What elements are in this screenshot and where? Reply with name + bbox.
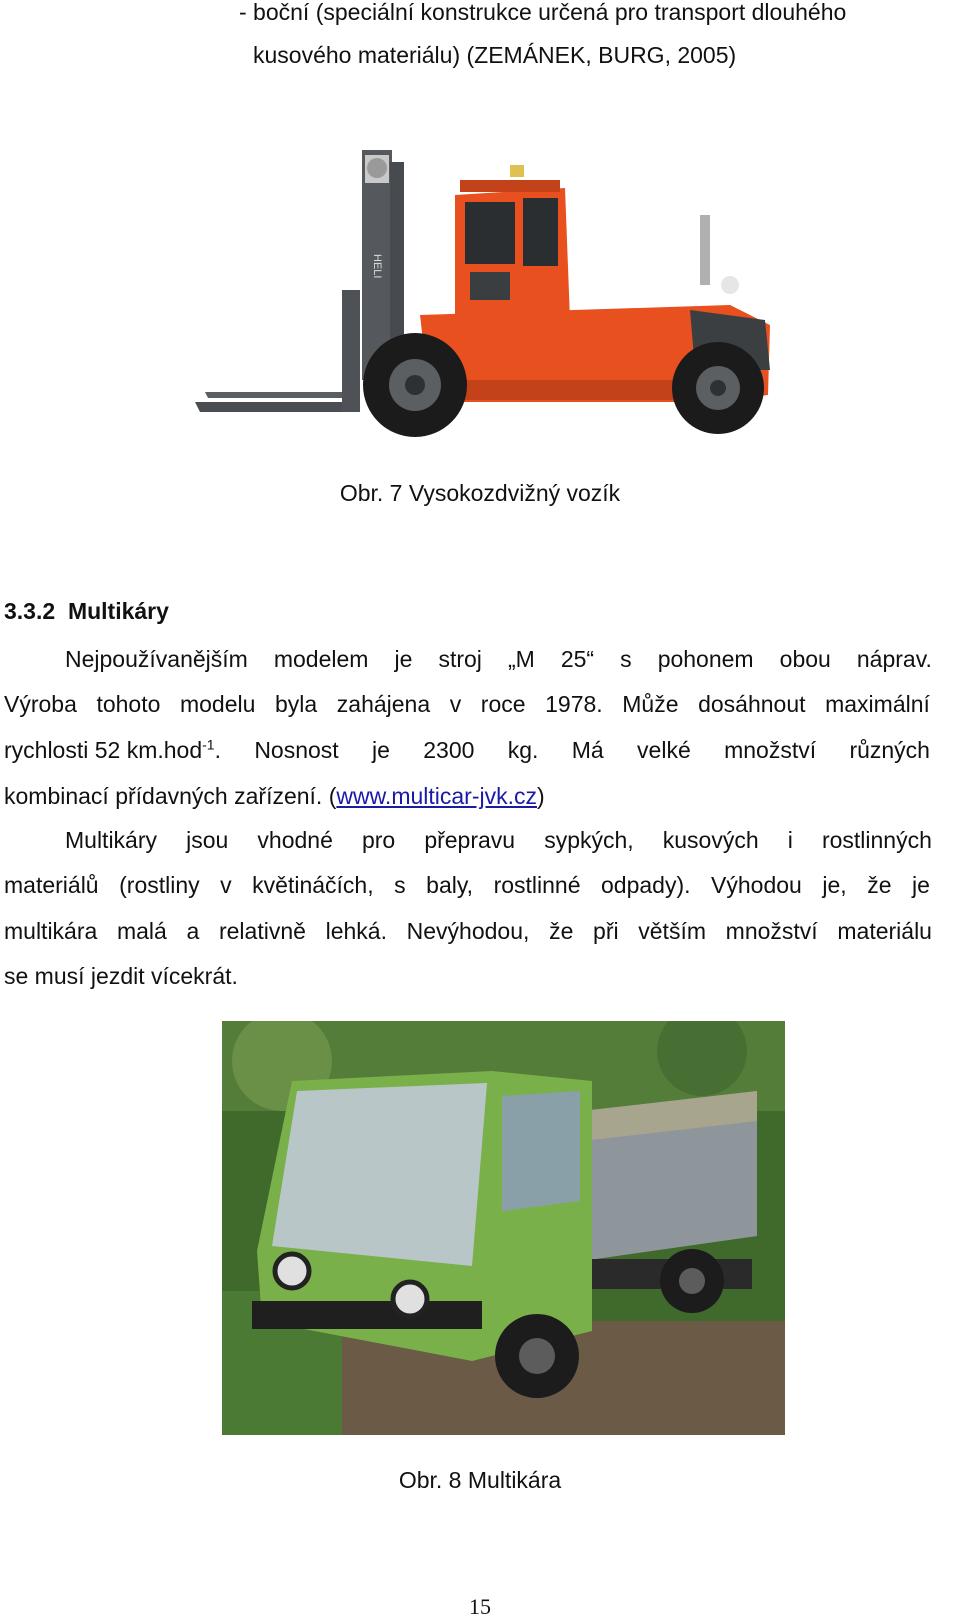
word: velké <box>637 737 691 763</box>
intro-line-2: kusového materiálu) (ZEMÁNEK, BURG, 2005) <box>253 42 737 68</box>
word: kusových <box>662 827 759 853</box>
speed-text: rychlosti 52 km.hod$^{-1}$. <box>4 736 221 763</box>
word: rostlinné <box>493 872 581 898</box>
word: Výroba <box>4 691 77 717</box>
word: dosáhnout <box>698 691 806 717</box>
word: byla <box>275 691 318 717</box>
word: (rostliny <box>119 872 200 898</box>
body-label: 160 <box>595 291 614 303</box>
word: zahájena <box>336 691 431 717</box>
word: s <box>394 872 406 898</box>
word: lehká. <box>325 918 387 944</box>
word: je <box>394 646 413 672</box>
word: relativně <box>218 918 306 944</box>
word: je <box>912 872 930 898</box>
word: Nejpoužívanějším <box>65 646 248 672</box>
word: modelu <box>179 691 256 717</box>
word: tohoto <box>96 691 161 717</box>
word: modelem <box>273 646 369 672</box>
word: Multikáry <box>65 827 158 853</box>
word: je <box>372 737 390 763</box>
word: pohonem <box>657 646 754 672</box>
mast-label: HELI <box>371 254 383 279</box>
word: květináčích, <box>252 872 374 898</box>
paragraph-1-line-3 <box>4 735 930 765</box>
word: Může <box>622 691 679 717</box>
superscript: -1 <box>202 736 215 753</box>
page-number: 15 <box>469 1594 491 1619</box>
word: že <box>867 872 892 898</box>
word: větším <box>638 918 706 944</box>
word: v <box>220 872 232 898</box>
word: množství <box>725 918 818 944</box>
word: Nosnost <box>254 737 339 763</box>
intro-line-1: - boční (speciální konstrukce určená pro transport dlouhého <box>239 0 847 25</box>
word: že <box>549 918 574 944</box>
paragraph-2-line-2 <box>4 870 930 900</box>
word: rostlinných <box>821 827 932 853</box>
word: materiálů <box>4 872 99 898</box>
paragraph-1-line-2 <box>4 689 930 719</box>
word: sypkých, <box>544 827 634 853</box>
paragraph-2-line-1 <box>65 825 932 855</box>
word: vhodné <box>257 827 333 853</box>
word: 25“ <box>560 646 595 672</box>
word: odpady). <box>601 872 691 898</box>
section-title: Multikáry <box>67 598 169 624</box>
word: náprav. <box>856 646 932 672</box>
word: i <box>787 827 793 853</box>
word: Výhodou <box>711 872 802 898</box>
word: s <box>620 646 632 672</box>
section-heading <box>4 596 169 626</box>
paragraph-1-line-1 <box>65 644 932 674</box>
word: „M <box>507 646 535 672</box>
word: 2300 <box>423 737 475 763</box>
multicar-link[interactable]: www.multicar-jvk.cz <box>336 783 537 809</box>
word: maximální <box>825 691 930 717</box>
word: Nevýhodou, <box>406 918 530 944</box>
word: množství <box>724 737 817 763</box>
word: pro <box>361 827 396 853</box>
word: kg. <box>507 737 539 763</box>
word: při <box>593 918 619 944</box>
section-number: 3.3.2 <box>4 598 56 624</box>
word: v <box>449 691 462 717</box>
word: různých <box>849 737 930 763</box>
paragraph-2-line-4: se musí jezdit vícekrát. <box>4 963 238 989</box>
word: obou <box>779 646 831 672</box>
multicar-image <box>222 1021 785 1435</box>
word: 1978. <box>545 691 603 717</box>
forklift-image <box>190 140 780 445</box>
paragraph-2-line-3 <box>4 916 932 946</box>
word: roce <box>480 691 526 717</box>
word: stroj <box>438 646 482 672</box>
paragraph-1-line-4: kombinací přídavných zařízení. (www.multicar-jvk.cz) <box>4 783 545 809</box>
word: materiálu <box>837 918 932 944</box>
figure-7-caption: Obr. 7 Vysokozdvižný vozík <box>339 480 621 506</box>
figure-8-caption: Obr. 8 Multikára <box>398 1467 562 1493</box>
word: přepravu <box>424 827 516 853</box>
word: a <box>186 918 200 944</box>
word: malá <box>116 918 167 944</box>
word: je, <box>822 872 847 898</box>
word: baly, <box>426 872 474 898</box>
word: multikára <box>4 918 98 944</box>
word: jsou <box>186 827 229 853</box>
word: Má <box>571 737 604 763</box>
